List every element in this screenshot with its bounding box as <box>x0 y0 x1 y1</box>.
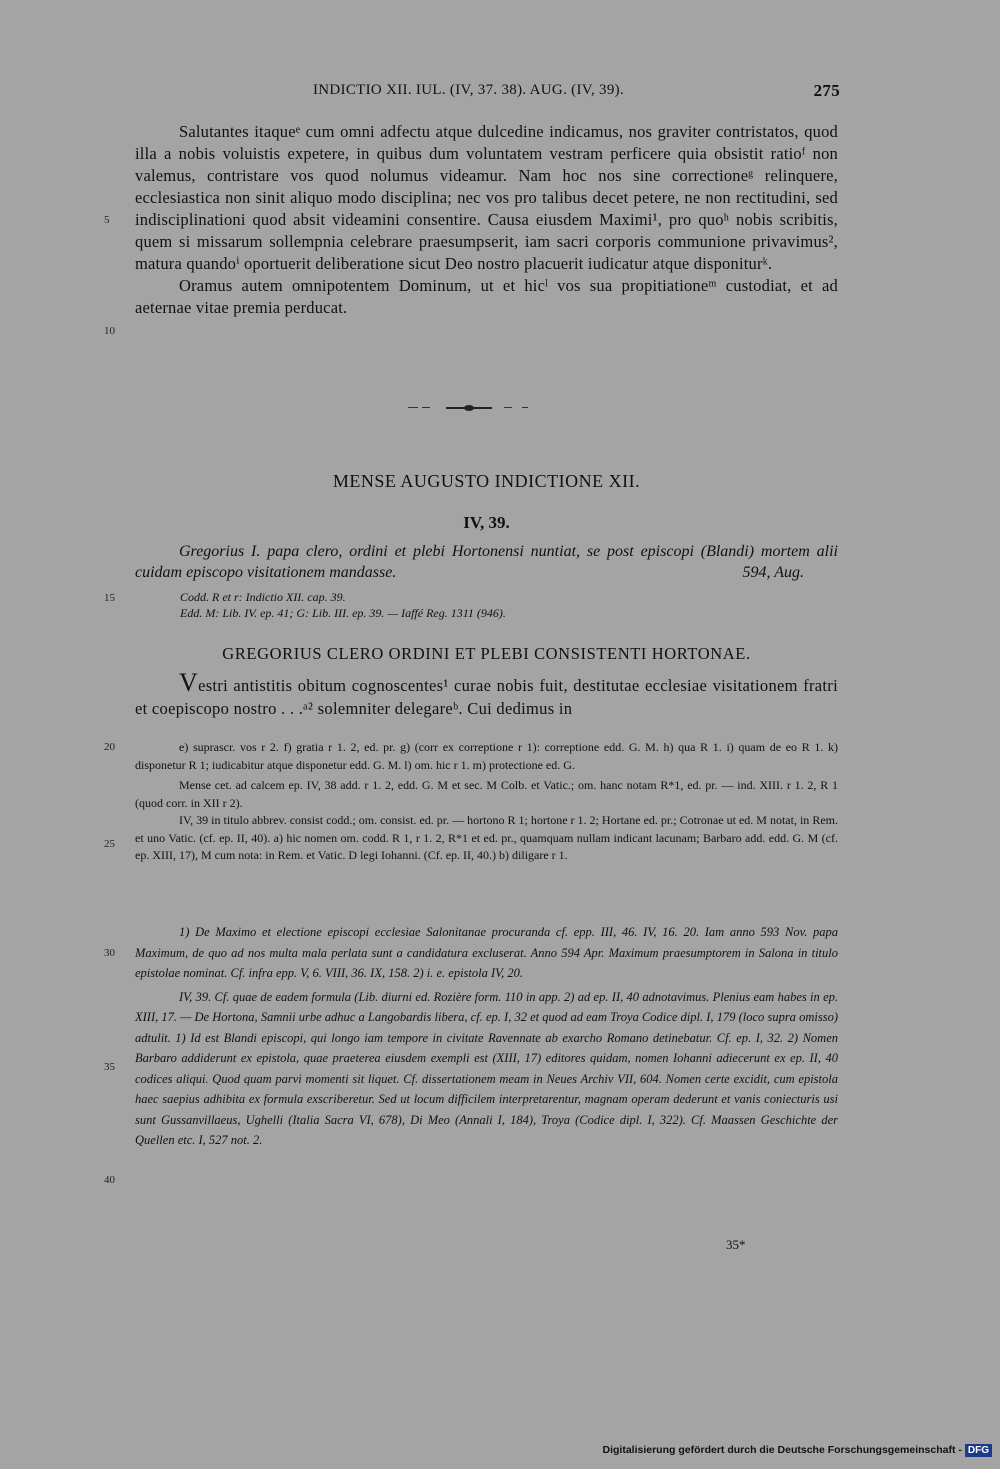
dfg-logo: DFG <box>965 1444 992 1457</box>
commentary-note: IV, 39. Cf. quae de eadem formula (Lib. diurni ed. Rozière form. 110 in app. 2) ad ep. II, 40 adnotavimus. Plenius eam habes in ep. XIII, 17. — De Hortona, Samnii urbe adhuc a Langobardis libera, cf. ep. I, 32 et quod ad eam Troya Codice dipl. I, 179 (loco supra omisso) adtulit. 1) Id est Blandi episcopi, qui longo iam tempore in civitate Ravennate ab exarcho Romano detinebatur. Cf. ep. I, 32. 2) Nomen Barbaro addiderunt ex epistola, quae praeterea eiusdem exempli est (XIII, 17) editores quidam, nomen Iohanni adiecerunt ex ep. II, 40 codices aliqui. Quod quam parvi momenti sit liquet. Cf. dissertationem meam in Neues Archiv VII, 604. Nomen certe excidit, cum epistola haec saepius adhibita ex formula exscriberetur. Sed ut locum difficilem interpretarentur, magnam operam dederunt et vanis coniecturis usi sunt Gussanvillaeus, Ughelli (Italia Sacra VI, 678), Di Meo (Annali I, 184), Troya (Codice dipl. I, 322). Cf. Maassen Geschichte der Quellen etc. I, 527 not. 2. <box>135 989 838 1147</box>
section-title: MENSE AUGUSTO INDICTIONE XII. <box>332 471 641 491</box>
letter-summary <box>135 541 838 583</box>
letter-opening <box>135 668 838 720</box>
apparatus-note: e) suprascr. vos r 2. f) gratia r 1. 2, ed. pr. g) (corr ex correptione r 1): correptione edd. G. M. h) qua R 1. i) quam de eo R 1. k) disponetur R 1; iudicabitur atque disponetur edd. G. M. l) om. hic r 1. m) protectione ed. G. <box>135 740 838 772</box>
main-paragraph: Oramus autem omnipotentem Dominum, ut et hicˡ vos sua propitiationeᵐ custodiat, et ad aeternae vitae premia perducat. <box>135 276 838 317</box>
sheet-signature: 35* <box>726 1237 746 1252</box>
line-number: 10 <box>104 325 115 337</box>
main-paragraph: Salutantes itaqueᵉ cum omni adfectu atque dulcedine indicamus, nos graviter contristatos, quod illa a nobis voluistis expetere, in quibus dum voluntatem vestram perficere quia obsistit ratioᶠ non valemus, contristare vos quod nolumus videamur. Nam hoc nos sine correctioneᵍ relinquere, ecclesiastica non sinit aliquo modo disciplina; nec vos pro talibus decet petere, ne non rectitudini, sed indisciplinationi quod absit videamini consentire. Causa eiusdem Maximi¹, pro quoʰ nobis scribitis, quem si missarum sollempnia celebrare praesumpserit, iam sacri corporis communione privavimus², matura quandoⁱ oportuerit deliberatione sicut Deo nostro placuerit iudicatur atque disponiturᵏ. <box>135 122 838 273</box>
running-title: INDICTIO XII. IUL. (IV, 37. 38). AUG. (IV, 39). <box>313 82 625 98</box>
commentary-note: 1) De Maximo et electione episcopi ecclesiae Salonitanae procuranda cf. epp. III, 46. IV, 16. 20. Iam anno 593 Nov. papa Maximum, de quo ad nos multa mala perlata sunt a candidatura excluserat. Anno 594 Apr. Maximum praesumptorem in Salona in titulo epistolae nominat. Cf. infra epp. V, 6. VIII, 36. IX, 158. 2) i. e. epistola IV, 20. <box>135 925 838 980</box>
apparatus-note: IV, 39 in titulo abbrev. consist codd.; om. consist. ed. pr. — hortono R 1; hortone r 1. 2; Hortane ed. pr.; Cotronae ut ed. M notat, in Rem. et uno Vatic. (cf. ep. II, 40). a) hic nomen om. codd. R 1, r 1. 2, R*1 et ed. pr., quamquam nullam indicant lacunam; Barbaro add. edd. G. M (cf. ep. XIII, 17), M cum nota: in Rem. et Vatic. D legi Iohanni. (Cf. ep. II, 40.) b) diligare r 1. <box>135 813 838 862</box>
line-number: 5 <box>104 214 110 226</box>
letter-date: 594, Aug. <box>742 564 804 581</box>
line-number: 30 <box>104 947 115 959</box>
commentary-notes <box>135 922 838 1151</box>
codices-line: Codd. R et r: Indictio XII. cap. 39. <box>180 590 346 604</box>
line-number: 15 <box>104 592 115 604</box>
credit-text: Digitalisierung gefördert durch die Deutsche Forschungsgemeinschaft - <box>602 1444 962 1456</box>
critical-apparatus <box>135 739 838 865</box>
main-text <box>135 121 838 319</box>
letter-number: IV, 39. <box>463 513 510 532</box>
line-number: 35 <box>104 1061 115 1073</box>
line-number: 40 <box>104 1174 115 1186</box>
digitization-credit <box>603 1444 993 1457</box>
initial-letter: V <box>179 668 199 697</box>
section-ornament <box>408 404 530 412</box>
addressee-heading: GREGORIUS CLERO ORDINI ET PLEBI CONSISTENTI HORTONAE. <box>222 644 751 663</box>
line-number: 25 <box>104 838 115 850</box>
opening-text: estri antistitis obitum cognoscentes¹ curae nobis fuit, destitutae ecclesiae visitationem fratri et coepiscopo nostro . . .ᵃ² solemniter delegareᵇ. Cui dedimus in <box>135 676 838 718</box>
page-number: 275 <box>813 81 840 100</box>
line-number: 20 <box>104 741 115 753</box>
editions-line: Edd. M: Lib. IV. ep. 41; G: Lib. III. ep. 39. — Iaffé Reg. 1311 (946). <box>180 606 506 620</box>
codices-info <box>180 589 838 621</box>
summary-text: Gregorius I. papa clero, ordini et plebi Hortonensi nuntiat, se post episcopi (Blandi) mortem alii cuidam episcopo visitationem mandasse. <box>135 543 838 581</box>
apparatus-note: Mense cet. ad calcem ep. IV, 38 add. r 1. 2, edd. G. M et sec. M Colb. et Vatic.; om. hanc notam R*1, ed. pr. — ind. XIII. r 1. 2, R 1 (quod corr. in XII r 2). <box>135 778 838 810</box>
